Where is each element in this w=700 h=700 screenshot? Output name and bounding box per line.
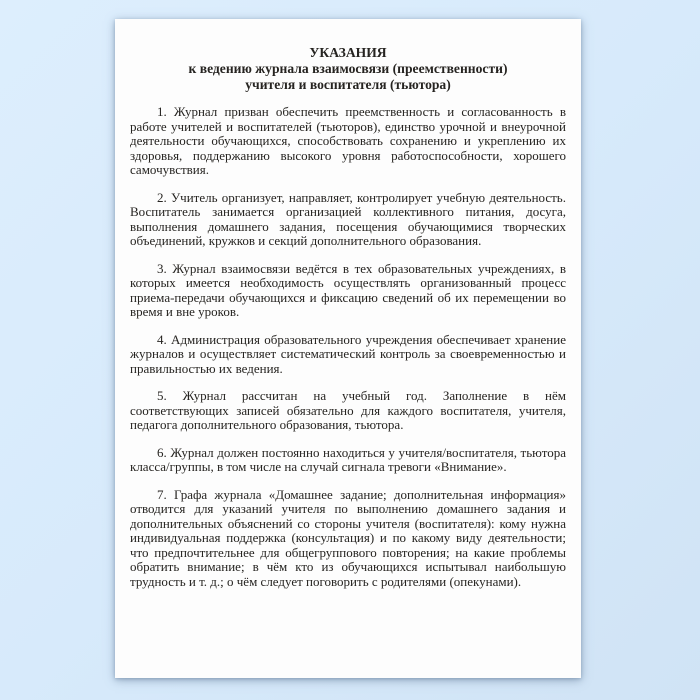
title-line-2: к ведению журнала взаимосвязи (преемственности) [188, 61, 508, 76]
document-title [130, 45, 566, 93]
paragraph-5: 5. Журнал рассчитан на учебный год. Заполнение в нём соответствующих записей обязательно для каждого воспитателя, учителя, педагога дополнительного образования, тьютора. [130, 388, 566, 432]
paragraph-2: 2. Учитель организует, направляет, контролирует учебную деятельность. Воспитатель занимается организацией коллективного питания, досуга, выполнения домашнего задания, посещения обучающимися творческих объединений, кружков и секций дополнительного образования. [130, 189, 566, 248]
title-line-3: учителя и воспитателя (тьютора) [245, 77, 451, 92]
paragraph-4: 4. Администрация образовательного учреждения обеспечивает хранение журналов и осуществляет систематический контроль за своевременностью и правильностью их ведения. [130, 331, 566, 376]
paragraph-3: 3. Журнал взаимосвязи ведётся в тех образовательных учреждениях, в которых имеется необходимость осуществлять организованный процесс приема-передачи обучающихся и фиксацию сведений об их перемещении во время и вне уроков. [130, 260, 566, 319]
document-page [115, 19, 581, 678]
paragraph-1: 1. Журнал призван обеспечить преемственность и согласованность в работе учителей и воспитателей (тьюторов), единство урочной и внеурочной деятельности обучающихся, способствовать сохранению и укреплению их здоровья, поддержанию высокого уровня работоспособности, хорошего самочувствия. [130, 104, 566, 177]
title-line-1: УКАЗАНИЯ [309, 45, 387, 60]
paragraph-7: 7. Графа журнала «Домашнее задание; дополнительная информация» отводится для указаний учителя по выполнению домашнего задания и дополнительных объяснений со стороны учителя (воспитателя): кому нужна индивидуальная поддержка (консультация) и по какому виду деятельности; что предпочтительнее для общегруппового повторения; на какие проблемы обратить внимание; в чём кто из обучающихся испытывал наибольшую трудность и т. д.; о чём следует поговорить с родителями (опекунами). [130, 486, 566, 589]
paragraph-6: 6. Журнал должен постоянно находиться у учителя/воспитателя, тьютора класса/группы, в том числе на случай сигнала тревоги «Внимание». [130, 444, 566, 474]
